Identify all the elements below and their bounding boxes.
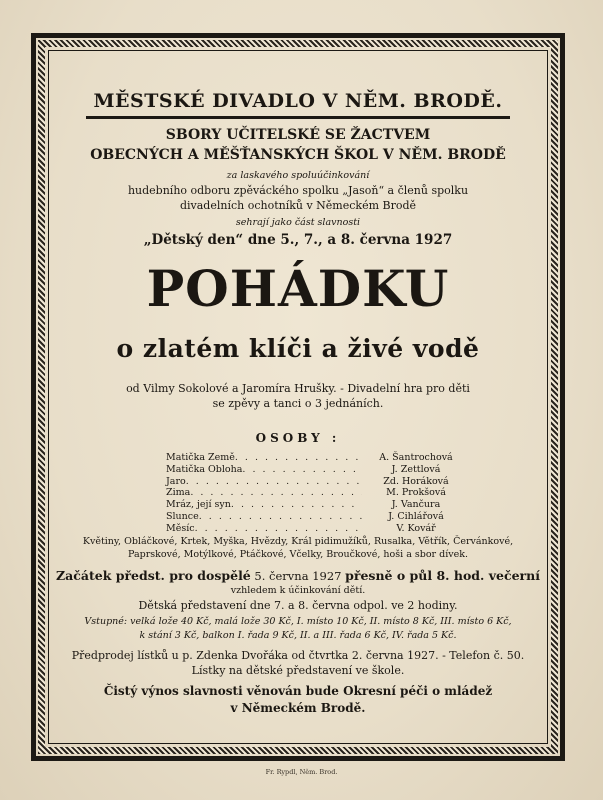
theatre-name: MĚSTSKÉ DIVADLO V NĚM. BRODĚ. bbox=[93, 90, 503, 112]
cast-list bbox=[166, 452, 466, 535]
cast-role: Matička Obloha bbox=[166, 463, 243, 475]
cooperation-intro: za laskavého spoluúčinkování bbox=[226, 170, 370, 181]
children-entry: vzhledem k účinkování dětí. bbox=[230, 585, 366, 596]
prices-line-1: Vstupné: velká lože 40 Kč, malá lože 30 Kč, I. místo 10 Kč, II. místo 8 Kč, III. místo 6 Kč, bbox=[84, 616, 512, 627]
cast-row bbox=[166, 452, 466, 464]
cast-row bbox=[166, 499, 466, 511]
play-title: POHÁDKU bbox=[146, 259, 450, 318]
ensemble-line-1: Květiny, Obláčkové, Krtek, Myška, Hvězdy, Král pidimužíků, Rusalka, Větřík, Červánkové, bbox=[82, 536, 514, 547]
cast-role: Měsíc bbox=[166, 522, 195, 534]
cast-role: Slunce bbox=[166, 510, 199, 522]
cast-leader-dots bbox=[186, 476, 362, 488]
start-line bbox=[50, 568, 546, 583]
cast-leader-dots bbox=[235, 452, 362, 464]
cooperation-line-1: hudebního odboru zpěváckého spolku „Jasoň“ a členů spolku bbox=[127, 184, 469, 197]
title-rule bbox=[86, 116, 510, 119]
cast-leader-dots bbox=[190, 487, 362, 499]
cast-role: Mráz, její syn bbox=[166, 499, 231, 511]
proceeds-line-1: Čistý výnos slavnosti věnován bude Okresní péči o mládež bbox=[103, 684, 493, 698]
cast-row bbox=[166, 523, 466, 535]
performance-intro: sehrají jako část slavnosti bbox=[235, 217, 361, 228]
authors-line-2: se zpěvy a tanci o 3 jednáních. bbox=[212, 397, 384, 410]
play-subtitle: o zlatém klíči a živé vodě bbox=[116, 334, 480, 363]
cast-actor: M. Prokšová bbox=[386, 487, 446, 499]
ensemble-line-2: Paprskové, Motýlkové, Ptáčkové, Včelky, Broučkové, hoši a sbor dívek. bbox=[127, 549, 468, 560]
children-shows: Dětská představení dne 7. a 8. června odpol. ve 2 hodiny. bbox=[138, 599, 458, 612]
cast-actor: V. Kovář bbox=[396, 522, 436, 534]
performers-line-2: OBECNÝCH A MĚŠŤANSKÝCH ŠKOL V NĚM. BRODĚ bbox=[90, 147, 506, 163]
printer-imprint: Fr. Rypdl, Něm. Brod. bbox=[265, 768, 338, 776]
cast-actor: J. Vančura bbox=[391, 499, 441, 511]
prices-line-2: k stání 3 Kč, balkon I. řada 9 Kč, II. a III. řada 6 Kč, IV. řada 5 Kč. bbox=[139, 630, 457, 641]
cooperation-line-2: divadelních ochotníků v Německém Brodě bbox=[179, 199, 417, 212]
cast-actor: Zd. Horáková bbox=[383, 475, 449, 487]
cast-leader-dots bbox=[231, 499, 362, 511]
presale-line-2: Lístky na dětské představení ve škole. bbox=[191, 664, 405, 677]
cast-role: Jaro bbox=[166, 475, 186, 487]
start-date: 5. června 1927 bbox=[254, 569, 342, 583]
start-time: přesně o půl 8. hod. večerní bbox=[345, 568, 540, 583]
cast-row bbox=[166, 476, 466, 488]
cast-row bbox=[166, 464, 466, 476]
cast-actor: J. Zettlová bbox=[391, 463, 441, 475]
cast-actor: A. Šantrochová bbox=[379, 452, 453, 463]
cast-leader-dots bbox=[195, 523, 362, 535]
cast-heading: OSOBY : bbox=[255, 431, 341, 445]
festival-dates: „Dětský den“ dne 5., 7., a 8. června 1927 bbox=[143, 232, 453, 248]
cast-leader-dots bbox=[242, 464, 362, 476]
cast-row bbox=[166, 511, 466, 523]
cast-role: Zima bbox=[166, 487, 191, 499]
start-label: Začátek předst. pro dospělé bbox=[56, 568, 251, 583]
cast-row bbox=[166, 487, 466, 499]
performers-line-1: SBORY UČITELSKÉ SE ŽACTVEM bbox=[165, 127, 431, 143]
cast-role: Matička Země bbox=[166, 452, 235, 463]
presale-line-1: Předprodej lístků u p. Zdenka Dvořáka od čtvrtka 2. června 1927. - Telefon č. 50. bbox=[71, 649, 525, 662]
cast-actor: J. Cihlářová bbox=[388, 510, 444, 522]
proceeds-line-2: v Německém Brodě. bbox=[230, 701, 366, 715]
authors-line-1: od Vilmy Sokolové a Jaromíra Hrušky. - Divadelní hra pro děti bbox=[126, 382, 470, 395]
cast-leader-dots bbox=[199, 511, 362, 523]
